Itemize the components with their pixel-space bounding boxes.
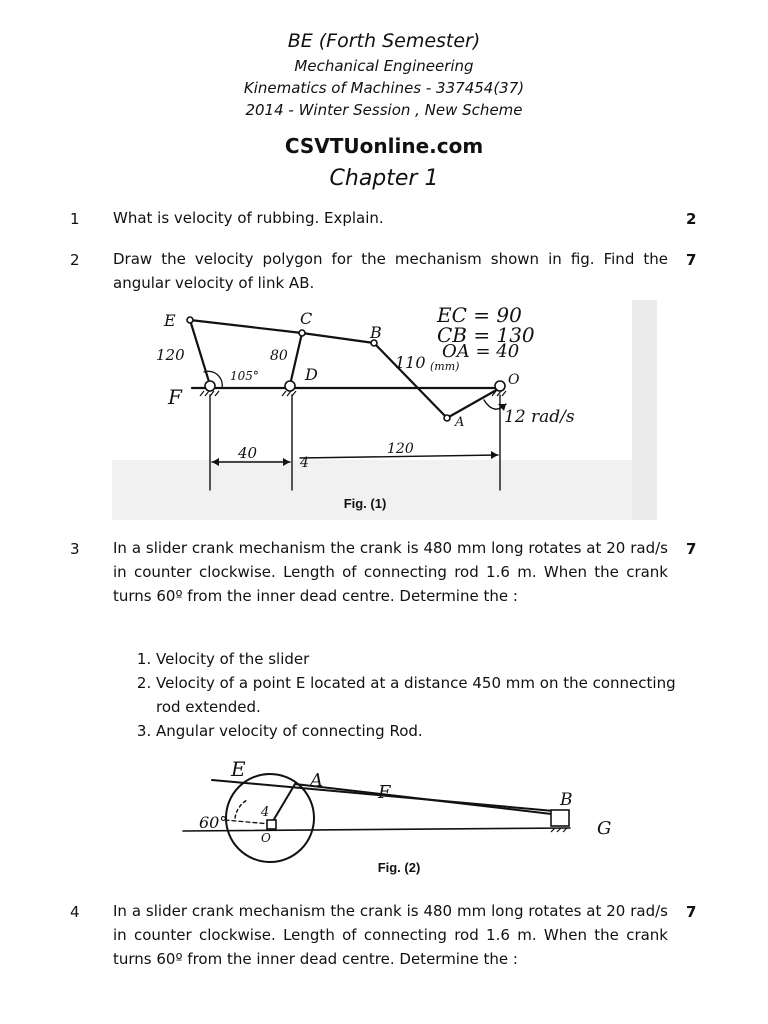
- omega-label: 12 rad/s: [504, 407, 575, 427]
- label-B: B: [370, 323, 382, 342]
- question-number: 1: [70, 210, 80, 228]
- question-number: 3: [70, 540, 80, 558]
- question-text: In a slider crank mechanism the crank is 480 mm long rotates at 20 rad/s in counter clockwise. Length of connecting rod 1.6 m. When the crank turns 60º from the inner dead centre. Determine the :: [113, 539, 668, 605]
- note-EC: EC = 90: [437, 303, 522, 327]
- figure-2-caption: Fig. (2): [377, 860, 421, 875]
- label-E: E: [164, 311, 176, 330]
- question-number: 2: [70, 251, 80, 269]
- question-marks: 2: [686, 210, 697, 228]
- branch-name: Mechanical Engineering: [294, 57, 474, 75]
- dimension-40: 40: [238, 444, 258, 462]
- question-marks: 7: [686, 540, 697, 558]
- note-OA: OA = 40: [442, 341, 520, 362]
- length-AB: 110: [395, 353, 426, 372]
- label-D: D: [305, 365, 318, 384]
- question-text: In a slider crank mechanism the crank is 480 mm long rotates at 20 rad/s in counter clockwise. Length of connecting rod 1.6 m. When the crank turns 60º from the inner dead centre. Determine the :: [113, 902, 668, 968]
- angle-label: 60°: [199, 813, 228, 832]
- label-E: E: [231, 760, 246, 781]
- question-text: Draw the velocity polygon for the mechanism shown in fig. Find the angular velocity of link AB.: [113, 250, 668, 292]
- list-item: 1. Velocity of the slider: [156, 647, 696, 671]
- sub-question-list: [130, 647, 696, 743]
- subject-name: Kinematics of Machines - 337454(37): [243, 79, 525, 97]
- length-CD: 80: [270, 348, 288, 364]
- label-A: A: [310, 770, 323, 791]
- list-item: 3. Angular velocity of connecting Rod.: [156, 719, 696, 743]
- question-number: 4: [70, 903, 80, 921]
- label-F: F: [168, 385, 182, 409]
- exam-title: BE (Forth Semester): [287, 30, 481, 52]
- list-item: 2. Velocity of a point E located at a distance 450 mm on the connecting rod extended.: [156, 671, 696, 719]
- crank-label: 4: [261, 805, 270, 820]
- label-A: A: [455, 415, 465, 430]
- question-marks: 7: [686, 903, 697, 921]
- session-name: 2014 - Winter Session , New Scheme: [245, 101, 523, 119]
- figure-2-slider-crank: [175, 760, 630, 882]
- note-CB: CB = 130: [437, 323, 535, 347]
- figure-1-caption: Fig. (1): [343, 496, 387, 511]
- label-C: C: [300, 309, 313, 328]
- label-B: B: [560, 790, 573, 810]
- length-EF: 120: [156, 346, 185, 364]
- label-O: O: [508, 372, 520, 388]
- label-G: G: [597, 818, 612, 839]
- question-text: What is velocity of rubbing. Explain.: [113, 209, 384, 227]
- label-F: F: [378, 782, 391, 803]
- note-unit: (mm): [430, 360, 460, 373]
- site-name: CSVTUonline.com: [284, 134, 484, 158]
- dimension-tick: 4: [300, 455, 309, 471]
- label-O: O: [261, 831, 271, 845]
- question-marks: 7: [686, 251, 697, 269]
- chapter-title: Chapter 1: [329, 166, 439, 191]
- figure-1-mechanism: [112, 300, 657, 520]
- angle-label: 105°: [230, 369, 259, 383]
- dimension-120: 120: [387, 441, 414, 457]
